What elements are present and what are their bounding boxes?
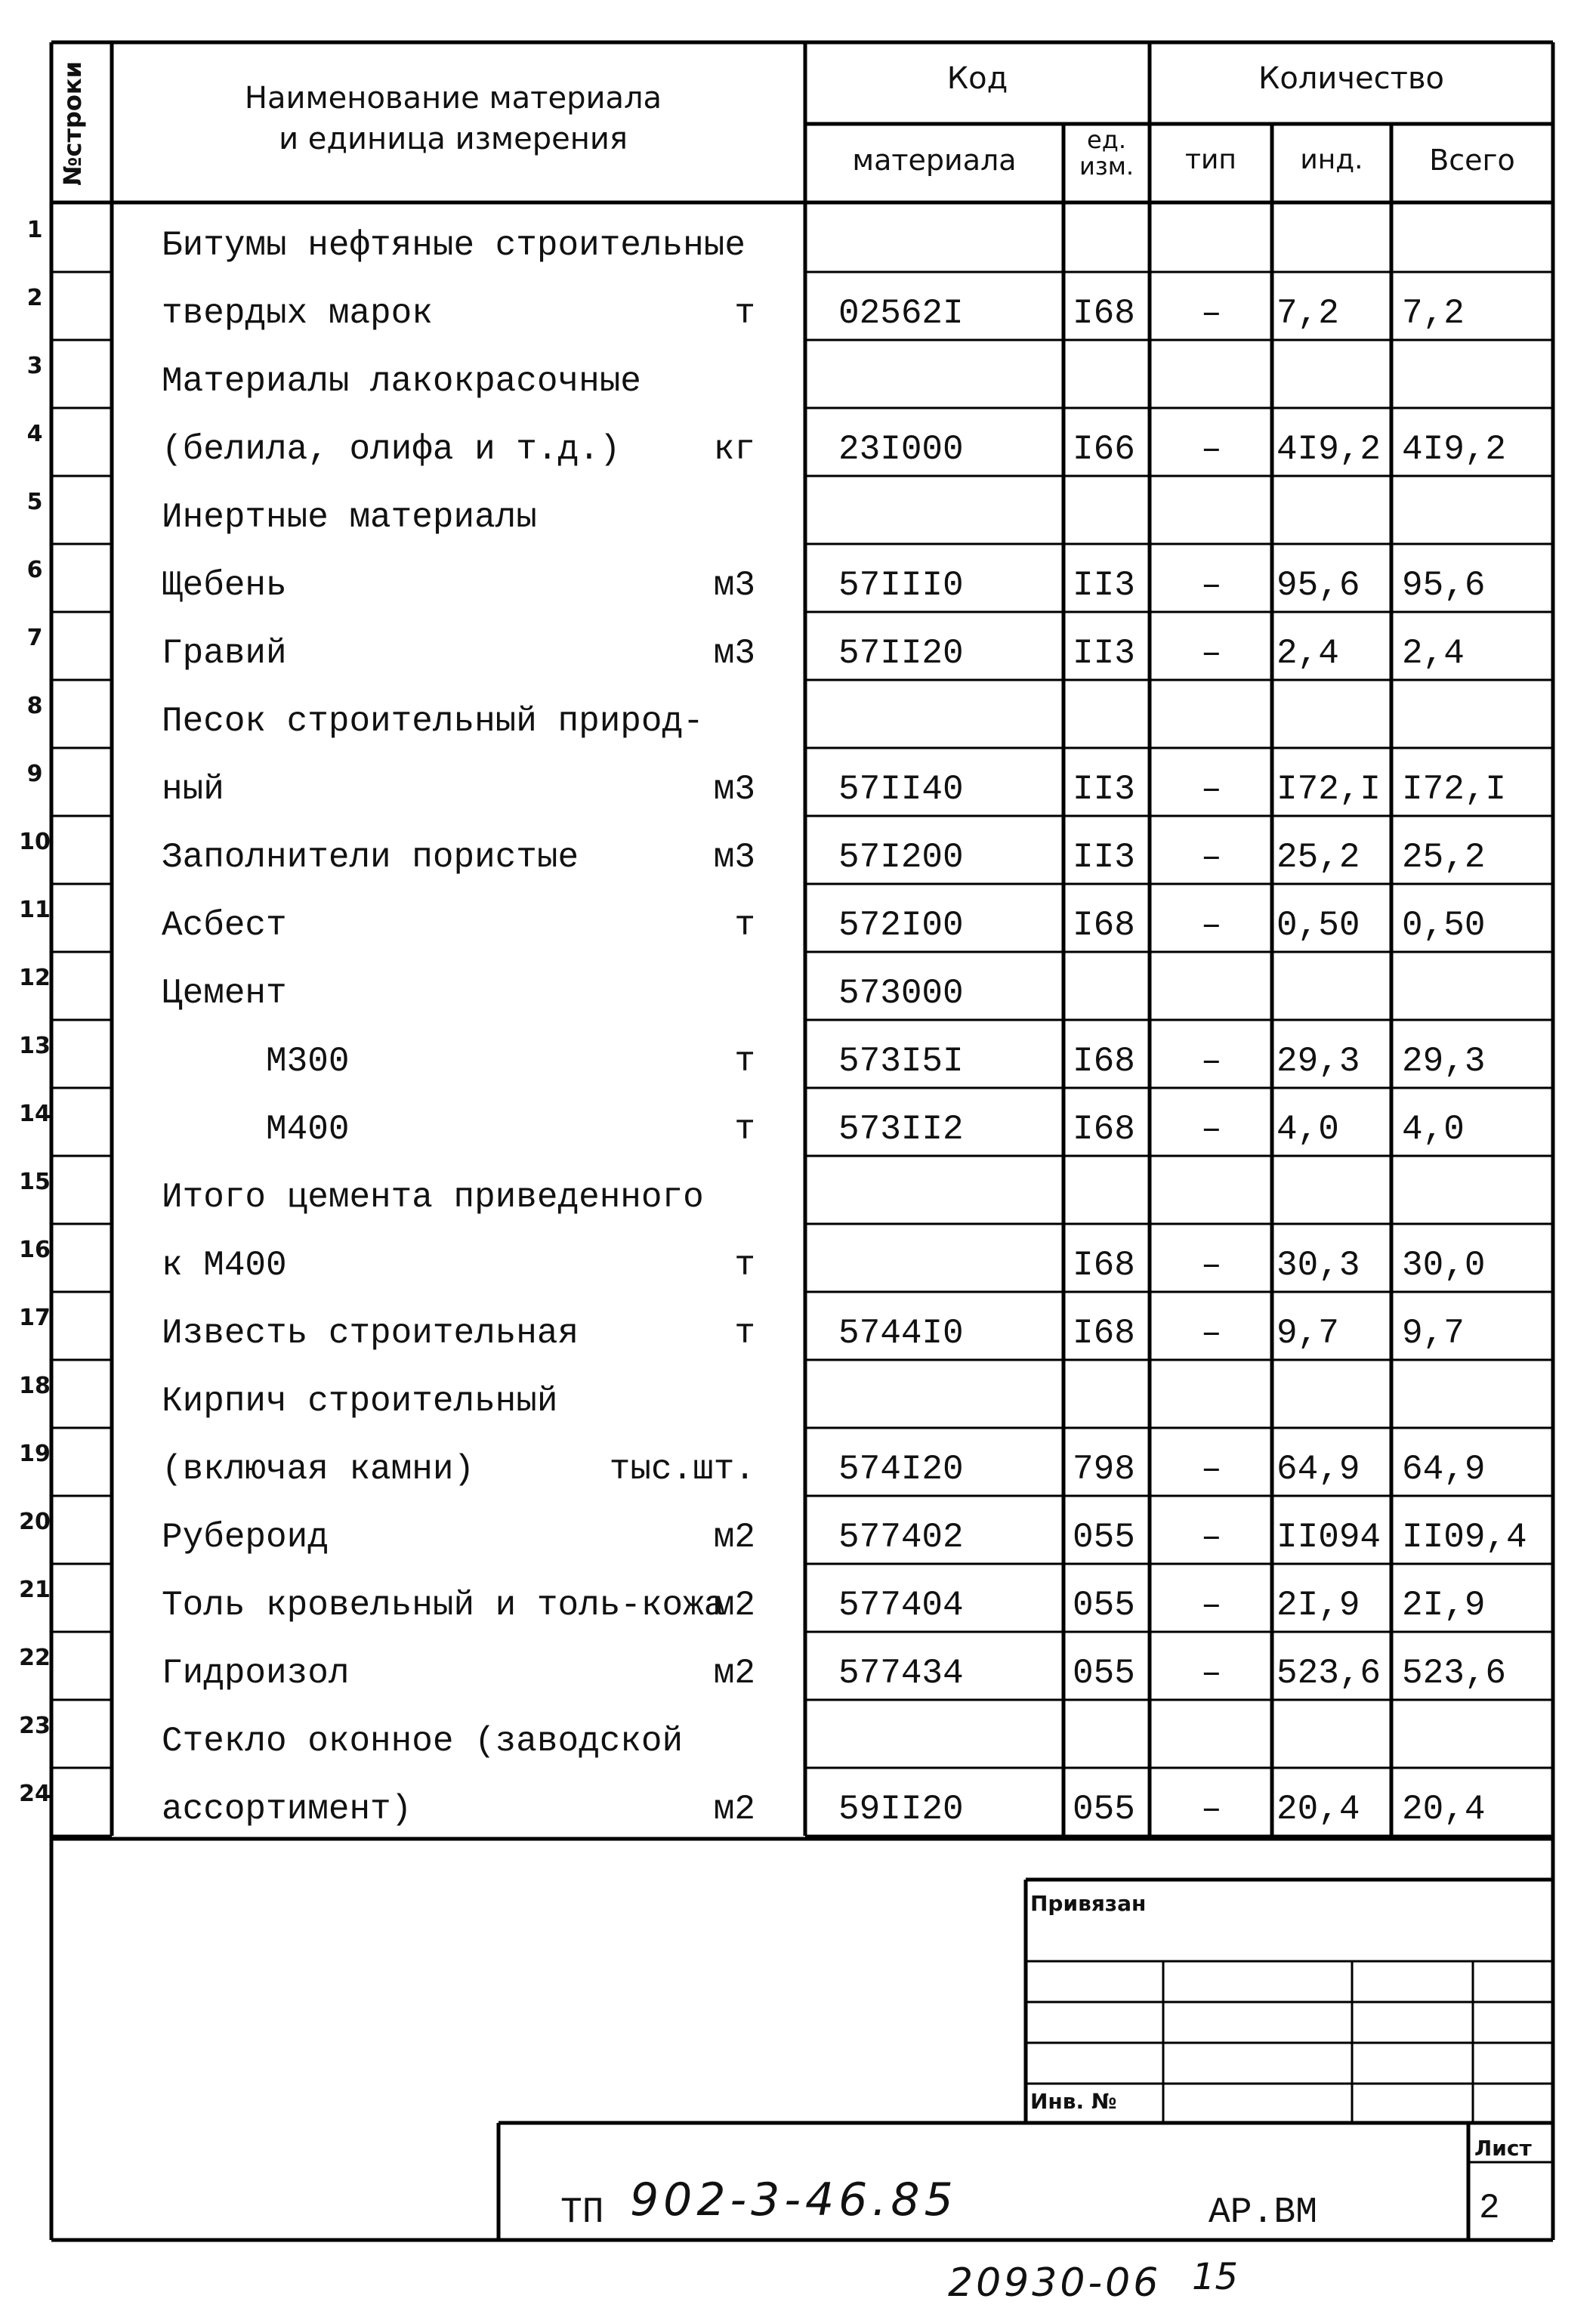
material-code: 577402 — [838, 1518, 964, 1557]
quantity-total: 523,6 — [1402, 1654, 1507, 1693]
code-unit-header — [1063, 127, 1150, 180]
material-code: 573I5I — [838, 1042, 964, 1081]
unit-code: I68 — [1073, 1110, 1135, 1149]
quantity-total: II09,4 — [1402, 1518, 1527, 1557]
unit-code: 798 — [1073, 1450, 1135, 1489]
quantity-total: 30,0 — [1402, 1246, 1486, 1285]
material-name: Гравий — [162, 634, 287, 673]
quantity-type: – — [1201, 1314, 1222, 1353]
unit-code: II3 — [1073, 566, 1135, 605]
row-number: 19 — [19, 1441, 51, 1467]
quantity-ind-header: инд. — [1300, 144, 1363, 175]
quantity-ind: 29,3 — [1276, 1042, 1360, 1081]
unit-code: 055 — [1073, 1586, 1135, 1625]
quantity-type: – — [1201, 1654, 1222, 1693]
material-name: Заполнители пористые — [162, 838, 579, 877]
quantity-type: – — [1201, 566, 1222, 605]
material-name: ассортимент) — [162, 1790, 412, 1829]
unit-code: II3 — [1073, 634, 1135, 673]
quantity-type: – — [1201, 838, 1222, 877]
row-number: 24 — [19, 1781, 51, 1807]
quantity-ind: 9,7 — [1276, 1314, 1339, 1353]
measure-unit: кг — [713, 430, 755, 469]
material-code: 573II2 — [838, 1110, 964, 1149]
unit-code: I68 — [1073, 294, 1135, 333]
material-name-header-line2: и единица измерения — [279, 122, 628, 156]
row-number: 14 — [19, 1101, 51, 1127]
code-material-header: материала — [852, 144, 1017, 177]
unit-code: I68 — [1073, 1314, 1135, 1353]
material-name: Песок строительный природ- — [162, 702, 704, 741]
quantity-total-header: Всего — [1429, 144, 1515, 177]
material-name: М300 — [162, 1042, 350, 1081]
material-name: (включая камни) — [162, 1450, 475, 1489]
quantity-total: 20,4 — [1402, 1790, 1486, 1829]
quantity-ind: I72,I — [1276, 770, 1381, 809]
row-number: 4 — [26, 421, 43, 447]
material-code: 573000 — [838, 974, 964, 1013]
quantity-total: 0,50 — [1402, 906, 1486, 945]
material-code: 57II40 — [838, 770, 964, 809]
quantity-total: 4I9,2 — [1402, 430, 1507, 469]
material-name: М400 — [162, 1110, 350, 1149]
code-unit-header-line1: ед. — [1087, 125, 1126, 154]
row-number: 13 — [19, 1033, 51, 1059]
archive-suffix: 15 — [1192, 2256, 1239, 2298]
measure-unit: тыс.шт. — [609, 1450, 755, 1489]
material-code: 572I00 — [838, 906, 964, 945]
material-code: 57II20 — [838, 634, 964, 673]
material-code: 577434 — [838, 1654, 964, 1693]
row-number: 18 — [19, 1373, 51, 1399]
row-number: 8 — [26, 693, 43, 719]
quantity-ind: 64,9 — [1276, 1450, 1360, 1489]
material-name: Щебень — [162, 566, 287, 605]
measure-unit: м3 — [713, 838, 755, 877]
material-name: Толь кровельный и толь-кожа — [162, 1586, 725, 1625]
row-number: 17 — [19, 1305, 51, 1331]
quantity-ind: 2,4 — [1276, 634, 1339, 673]
row-number: 16 — [19, 1237, 51, 1263]
measure-unit: т — [734, 1314, 755, 1353]
quantity-type: – — [1201, 294, 1222, 333]
quantity-type: – — [1201, 634, 1222, 673]
measure-unit: м2 — [713, 1586, 755, 1625]
row-number: 20 — [19, 1509, 51, 1535]
quantity-type: – — [1201, 430, 1222, 469]
archive-number: 20930-06 — [948, 2260, 1162, 2306]
material-name: ный — [162, 770, 224, 809]
document-section: АР.ВМ — [1209, 2192, 1318, 2233]
material-code: 57III0 — [838, 566, 964, 605]
row-number: 15 — [19, 1169, 51, 1195]
quantity-ind: 25,2 — [1276, 838, 1360, 877]
inventory-label: Инв. № — [1030, 2089, 1117, 2114]
quantity-type: – — [1201, 906, 1222, 945]
measure-unit: т — [734, 906, 755, 945]
measure-unit: м3 — [713, 634, 755, 673]
material-code: 59II20 — [838, 1790, 964, 1829]
quantity-ind: 2I,9 — [1276, 1586, 1360, 1625]
sheet-number: 2 — [1479, 2189, 1500, 2228]
quantity-ind: II094 — [1276, 1518, 1381, 1557]
row-number: 1 — [26, 217, 43, 243]
measure-unit: м2 — [713, 1790, 755, 1829]
quantity-total: 95,6 — [1402, 566, 1486, 605]
measure-unit: м2 — [713, 1654, 755, 1693]
unit-code: 055 — [1073, 1654, 1135, 1693]
material-code: 02562I — [838, 294, 964, 333]
material-code: 5744I0 — [838, 1314, 964, 1353]
row-number: 22 — [19, 1645, 51, 1671]
measure-unit: т — [734, 1246, 755, 1285]
material-name: Материалы лакокрасочные — [162, 362, 641, 401]
material-code: 57I200 — [838, 838, 964, 877]
quantity-type: – — [1201, 1246, 1222, 1285]
quantity-total: 64,9 — [1402, 1450, 1486, 1489]
row-number: 21 — [19, 1577, 51, 1603]
measure-unit: т — [734, 1042, 755, 1081]
material-name: Асбест — [162, 906, 287, 945]
row-number: 10 — [19, 829, 51, 855]
row-number: 9 — [26, 761, 43, 787]
measure-unit: т — [734, 294, 755, 333]
material-name: Гидроизол — [162, 1654, 350, 1693]
unit-code: 055 — [1073, 1790, 1135, 1829]
row-number-header: №строки — [58, 60, 87, 186]
quantity-total: 29,3 — [1402, 1042, 1486, 1081]
quantity-total: I72,I — [1402, 770, 1507, 809]
quantity-total: 7,2 — [1402, 294, 1465, 333]
document-prefix: ТП — [560, 2192, 604, 2233]
unit-code: 055 — [1073, 1518, 1135, 1557]
quantity-ind: 30,3 — [1276, 1246, 1360, 1285]
quantity-type: – — [1201, 1042, 1222, 1081]
material-name: Рубероид — [162, 1518, 329, 1557]
material-name: Инертные материалы — [162, 498, 537, 537]
quantity-ind: 4I9,2 — [1276, 430, 1381, 469]
quantity-ind: 95,6 — [1276, 566, 1360, 605]
code-unit-header-line2: изм. — [1079, 152, 1134, 181]
row-number: 11 — [19, 897, 51, 923]
quantity-ind: 0,50 — [1276, 906, 1360, 945]
quantity-ind: 523,6 — [1276, 1654, 1381, 1693]
material-name-header — [113, 82, 793, 156]
material-name: Кирпич строительный — [162, 1382, 558, 1421]
row-number: 12 — [19, 965, 51, 991]
sheet-label: Лист — [1474, 2136, 1532, 2161]
row-number: 6 — [26, 557, 43, 583]
material-code: 23I000 — [838, 430, 964, 469]
quantity-total: 2I,9 — [1402, 1586, 1486, 1625]
row-number: 2 — [26, 285, 43, 311]
quantity-total: 25,2 — [1402, 838, 1486, 877]
quantity-type: – — [1201, 1110, 1222, 1149]
material-name: Известь строительная — [162, 1314, 579, 1353]
material-name: (белила, олифа и т.д.) — [162, 430, 621, 469]
row-number: 3 — [26, 353, 43, 379]
quantity-total: 9,7 — [1402, 1314, 1465, 1353]
measure-unit: м2 — [713, 1518, 755, 1557]
material-code: 577404 — [838, 1586, 964, 1625]
document-number: 902-3-46.85 — [630, 2174, 958, 2226]
unit-code: I68 — [1073, 1042, 1135, 1081]
row-number: 7 — [26, 625, 43, 651]
quantity-type: – — [1201, 770, 1222, 809]
measure-unit: м3 — [713, 566, 755, 605]
material-name: Цемент — [162, 974, 287, 1013]
row-number: 23 — [19, 1713, 51, 1739]
material-name: Итого цемента приведенного — [162, 1178, 704, 1217]
material-code: 574I20 — [838, 1450, 964, 1489]
quantity-ind: 4,0 — [1276, 1110, 1339, 1149]
quantity-ind: 7,2 — [1276, 294, 1339, 333]
material-name: твердых марок — [162, 294, 433, 333]
unit-code: I68 — [1073, 906, 1135, 945]
material-name-header-line1: Наименование материала — [244, 81, 662, 116]
row-number: 5 — [26, 489, 43, 515]
quantity-type-header: тип — [1185, 144, 1236, 175]
measure-unit: м3 — [713, 770, 755, 809]
material-name: Битумы нефтяные строительные — [162, 226, 746, 265]
quantity-total: 4,0 — [1402, 1110, 1465, 1149]
quantity-type: – — [1201, 1586, 1222, 1625]
quantity-type: – — [1201, 1450, 1222, 1489]
material-name: к М400 — [162, 1246, 287, 1285]
tied-label: Привязан — [1030, 1891, 1147, 1916]
measure-unit: т — [734, 1110, 755, 1149]
code-group-header: Код — [946, 61, 1008, 96]
material-name: Стекло оконное (заводской — [162, 1722, 684, 1761]
quantity-type: – — [1201, 1518, 1222, 1557]
unit-code: I66 — [1073, 430, 1135, 469]
quantity-ind: 20,4 — [1276, 1790, 1360, 1829]
unit-code: II3 — [1073, 838, 1135, 877]
quantity-total: 2,4 — [1402, 634, 1465, 673]
unit-code: II3 — [1073, 770, 1135, 809]
quantity-group-header: Количество — [1258, 61, 1444, 96]
quantity-type: – — [1201, 1790, 1222, 1829]
unit-code: I68 — [1073, 1246, 1135, 1285]
